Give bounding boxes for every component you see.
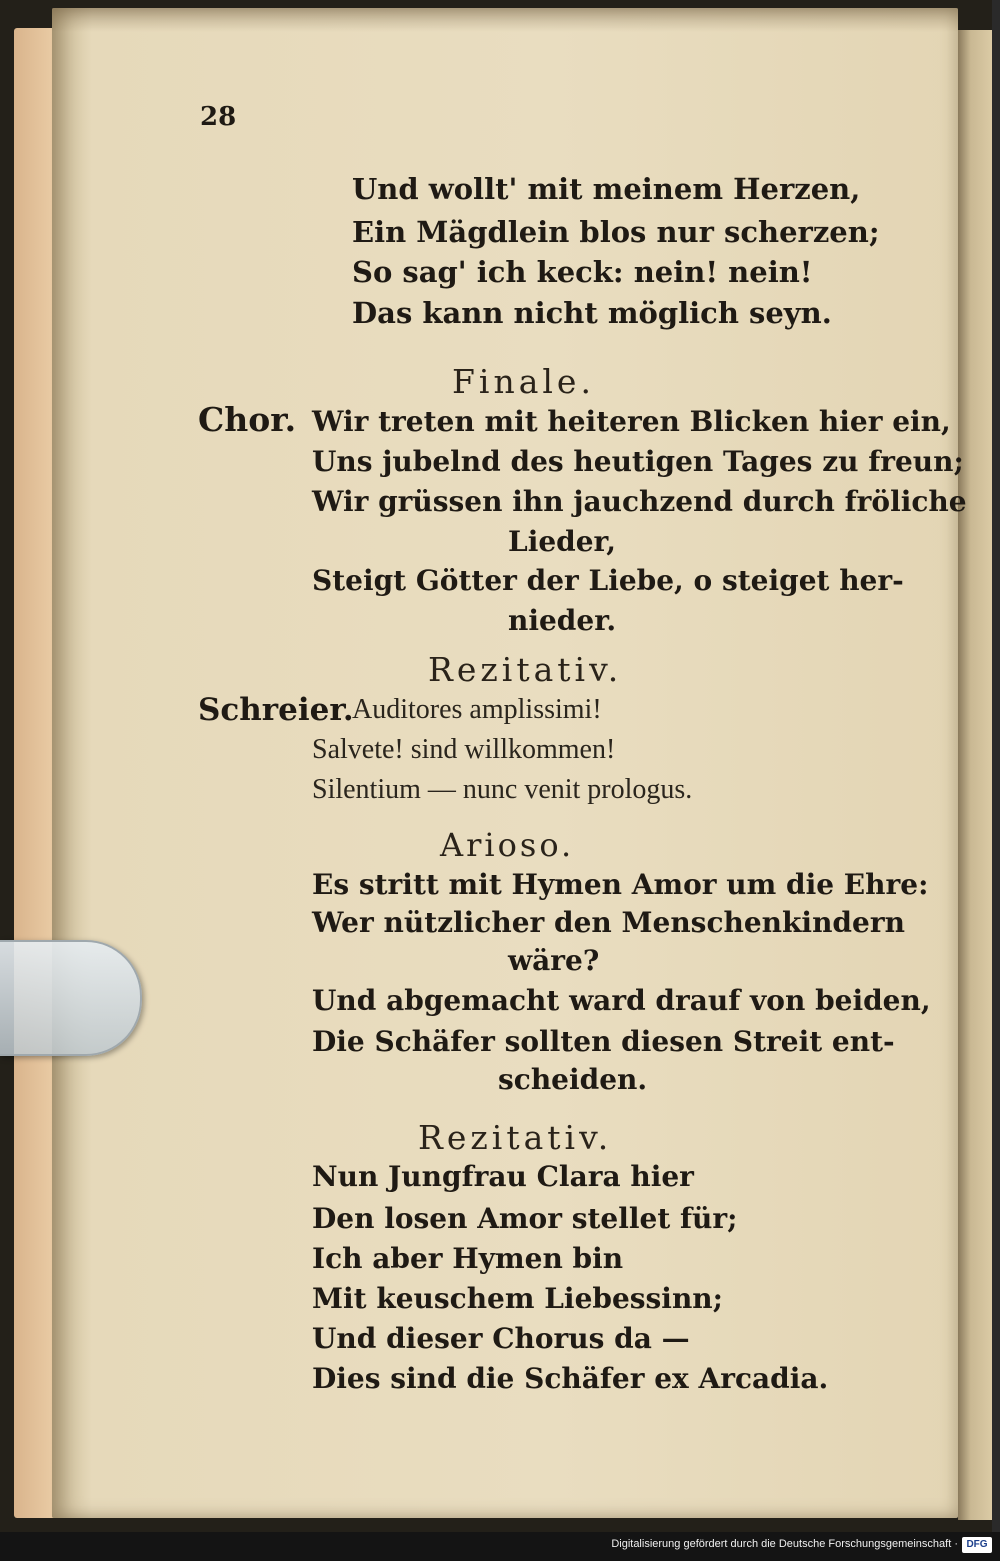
verse-line: So sag' ich keck: nein! nein! [352, 255, 813, 289]
verse-line: Silentium — nunc venit prologus. [312, 774, 693, 805]
speaker-label: Chor. [198, 400, 297, 439]
page-number: 28 [200, 102, 237, 132]
verse-line: Auditores amplissimi! [352, 694, 602, 725]
verse-line: Und dieser Chorus da — [312, 1322, 690, 1355]
verse-line: Und abgemacht ward drauf von beiden, [312, 984, 931, 1017]
verse-line: Wir grüssen ihn jauchzend durch fröliche [312, 485, 967, 518]
verse-line: Wir treten mit heiteren Blicken hier ein, [312, 405, 951, 438]
footer-bar [0, 1532, 1000, 1561]
verse-line: Die Schäfer sollten diesen Streit ent- [312, 1025, 895, 1058]
section-heading-rezitativ: Rezitativ. [428, 650, 623, 689]
verse-line: Ein Mägdlein blos nur scherzen; [352, 215, 880, 249]
verse-line: Es stritt mit Hymen Amor um die Ehre: [312, 868, 929, 901]
verse-line: Ich aber Hymen bin [312, 1242, 624, 1275]
speaker-label: Schreier. [198, 692, 354, 728]
page-holder-clip [0, 940, 142, 1056]
verse-line: Mit keuschem Liebessinn; [312, 1282, 723, 1315]
verse-line: Salvete! sind willkommen! [312, 734, 616, 765]
verse-line: Nun Jungfrau Clara hier [312, 1160, 694, 1193]
section-heading-rezitativ: Rezitativ. [418, 1118, 613, 1157]
verse-line: Dies sind die Schäfer ex Arcadia. [312, 1362, 829, 1395]
verse-line: Das kann nicht möglich seyn. [352, 296, 832, 330]
section-heading-finale: Finale. [452, 362, 595, 401]
funding-notice: Digitalisierung gefördert durch die Deutsche Forschungsgemeinschaft · [611, 1538, 958, 1550]
verse-line: nieder. [508, 604, 617, 637]
verse-line: wäre? [508, 944, 600, 977]
page-shadow [52, 8, 958, 32]
verse-line: Steigt Götter der Liebe, o steiget her- [312, 564, 904, 597]
dfg-logo: DFG [962, 1537, 992, 1553]
scan-border-right [992, 0, 1000, 1561]
verse-line: Wer nützlicher den Menschenkindern [312, 906, 905, 939]
verse-line: Und wollt' mit meinem Herzen, [352, 172, 861, 206]
verse-line: Lieder, [508, 525, 616, 558]
verse-line: Uns jubelnd des heutigen Tages zu freun; [312, 445, 964, 478]
verse-line: scheiden. [498, 1063, 648, 1096]
section-heading-arioso: Arioso. [440, 826, 575, 864]
verse-line: Den losen Amor stellet für; [312, 1202, 738, 1235]
